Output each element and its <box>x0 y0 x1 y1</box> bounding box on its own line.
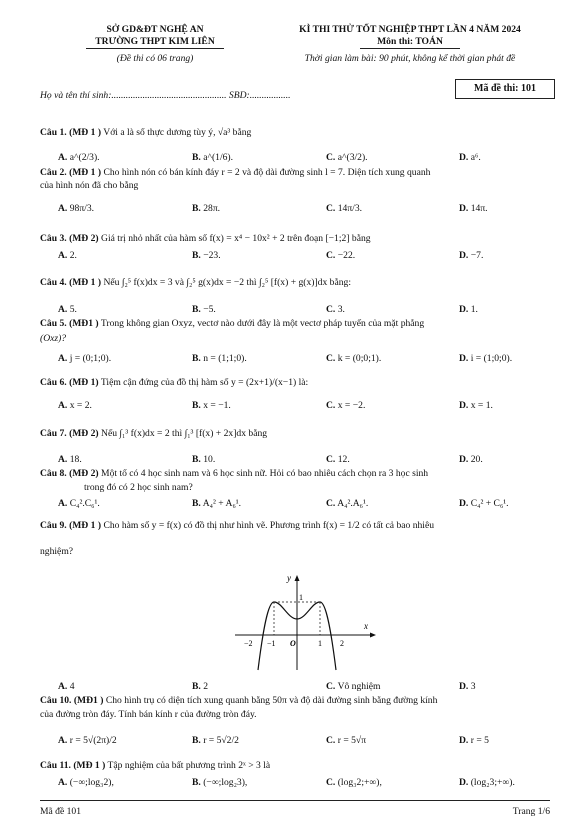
question-5: Câu 5. (MĐ1 ) Trong không gian Oxyz, vectơ nào dưới đây là một vectơ pháp tuyến của mặt phẳng <box>40 318 425 329</box>
question-text: Với a là số thực dương tùy ý, √a³ bằng <box>103 127 252 138</box>
page-count-note: (Đề thi có 06 trang) <box>116 53 194 64</box>
question-10-cont: của đường tròn đáy. Tính bán kính r của đường tròn đáy. <box>40 709 257 720</box>
q11-option-a[interactable]: A. (−∞;log₃2), <box>58 777 114 788</box>
q3-option-b[interactable]: B. −23. <box>192 250 221 261</box>
y-axis-arrow <box>295 575 300 581</box>
exam-code-box: Mã đề thi: 101 <box>455 79 555 99</box>
x-tick-minus-1: −1 <box>267 639 276 648</box>
q2-option-b[interactable]: B. 28π. <box>192 203 221 214</box>
q7-option-a[interactable]: A. 18. <box>58 454 82 465</box>
y-tick-1: 1 <box>299 593 303 602</box>
question-8: Câu 8. (MĐ 2) Một tổ có 4 học sinh nam và 6 học sinh nữ. Hỏi có bao nhiêu cách chọn ra 3 học sinh <box>40 468 429 479</box>
q5-option-d[interactable]: D. i = (1;0;0). <box>459 353 513 364</box>
question-11: Câu 11. (MĐ 1 ) Tập nghiệm của bất phương trình 2ˣ > 3 là <box>40 760 271 771</box>
question-9: Câu 9. (MĐ 1 ) Cho hàm số y = f(x) có đồ thị như hình vẽ. Phương trình f(x) = 1/2 có tất cả bao nhiêu <box>40 520 435 531</box>
department-name: SỞ GD&ĐT NGHỆ AN <box>106 24 204 35</box>
x-axis-label: x <box>364 621 368 631</box>
q4-option-d[interactable]: D. 1. <box>459 304 478 315</box>
question-1 <box>40 127 251 138</box>
q11-option-c[interactable]: C. (log₃2;+∞), <box>326 777 382 788</box>
function-graph <box>230 572 380 672</box>
q1-option-b[interactable]: B. a^(1/6). <box>192 152 234 163</box>
time-note: Thời gian làm bài: 90 phút, không kể thời gian phát đề <box>304 53 516 64</box>
q10-option-a[interactable]: A. r = 5√(2π)/2 <box>58 735 117 746</box>
q7-option-b[interactable]: B. 10. <box>192 454 216 465</box>
q11-option-d[interactable]: D. (log₂3;+∞). <box>459 777 515 788</box>
q10-option-d[interactable]: D. r = 5 <box>459 735 489 746</box>
q11-option-b[interactable]: B. (−∞;log₂3), <box>192 777 248 788</box>
subject-title: Môn thi: TOÁN <box>377 36 443 47</box>
x-axis-arrow <box>370 633 376 638</box>
x-tick-minus-2: −2 <box>244 639 253 648</box>
q5-option-c[interactable]: C. k = (0;0;1). <box>326 353 382 364</box>
q8-option-c[interactable]: C. A₄².A₆¹. <box>326 498 369 509</box>
school-name: TRƯỜNG THPT KIM LIÊN <box>95 36 215 47</box>
question-2-cont: của hình nón đã cho bằng <box>40 180 139 191</box>
q8-option-d[interactable]: D. C₄² + C₆¹. <box>459 498 509 509</box>
x-tick-1: 1 <box>318 639 322 648</box>
q1-option-a[interactable]: A. a^(2/3). <box>58 152 100 163</box>
q3-option-a[interactable]: A. 2. <box>58 250 77 261</box>
question-10: Câu 10. (MĐ1 ) Cho hình trụ có diện tích xung quanh bằng 50π và độ dài đường sinh bằng đường kính <box>40 695 438 706</box>
question-8-cont: trong đó có 2 học sinh nam? <box>84 482 193 493</box>
q9-option-d[interactable]: D. 3 <box>459 681 476 692</box>
q4-option-c[interactable]: C. 3. <box>326 304 345 315</box>
origin-label: O <box>290 639 296 648</box>
question-9-cont: nghiệm? <box>40 546 74 557</box>
q7-option-d[interactable]: D. 20. <box>459 454 483 465</box>
footer-exam-code: Mã đề 101 <box>40 806 82 817</box>
q4-option-b[interactable]: B. −5. <box>192 304 216 315</box>
header-underline-right <box>360 48 460 49</box>
q9-option-b[interactable]: B. 2 <box>192 681 209 692</box>
q9-option-a[interactable]: A. 4 <box>58 681 75 692</box>
q1-option-c[interactable]: C. a^(3/2). <box>326 152 368 163</box>
q7-option-c[interactable]: C. 12. <box>326 454 350 465</box>
q4-option-a[interactable]: A. 5. <box>58 304 77 315</box>
question-3: Câu 3. (MĐ 2) Giá trị nhỏ nhất của hàm số f(x) = x⁴ − 10x² + 2 trên đoạn [−1;2] bằng <box>40 233 371 244</box>
q2-option-c[interactable]: C. 14π/3. <box>326 203 363 214</box>
q8-option-b[interactable]: B. A₄² + A₆¹. <box>192 498 242 509</box>
q3-option-c[interactable]: C. −22. <box>326 250 356 261</box>
footer-rule <box>40 800 550 801</box>
q8-option-a[interactable]: A. C₄².C₆¹. <box>58 498 100 509</box>
q10-option-b[interactable]: B. r = 5√2/2 <box>192 735 239 746</box>
q9-option-c[interactable]: C. Vô nghiệm <box>326 681 381 692</box>
q6-option-a[interactable]: A. x = 2. <box>58 400 92 411</box>
q2-option-d[interactable]: D. 14π. <box>459 203 488 214</box>
question-5-cont: (Oxz)? <box>40 333 67 344</box>
question-7: Câu 7. (MĐ 2) Nếu ∫₁³ f(x)dx = 2 thì ∫₁³ [f(x) + 2x]dx bằng <box>40 428 268 439</box>
question-6: Câu 6. (MĐ 1) Tiệm cận đứng của đồ thị hàm số y = (2x+1)/(x−1) là: <box>40 377 309 388</box>
q6-option-b[interactable]: B. x = −1. <box>192 400 231 411</box>
q6-option-d[interactable]: D. x = 1. <box>459 400 493 411</box>
y-axis-label: y <box>287 573 291 583</box>
question-2: Câu 2. (MĐ 1 ) Cho hình nón có bán kính đáy r = 2 và độ dài đường sinh l = 7. Diện tích xung quanh <box>40 167 431 178</box>
x-tick-2: 2 <box>340 639 344 648</box>
exam-title: KÌ THI THỬ TỐT NGHIỆP THPT LẦN 4 NĂM 2024 <box>299 24 521 35</box>
q1-option-d[interactable]: D. a⁶. <box>459 152 481 163</box>
question-4: Câu 4. (MĐ 1 ) Nếu ∫₂⁵ f(x)dx = 3 và ∫₂⁵ g(x)dx = −2 thì ∫₂⁵ [f(x) + g(x)]dx bằng: <box>40 277 351 288</box>
q5-option-b[interactable]: B. n = (1;1;0). <box>192 353 247 364</box>
question-label: Câu 1. <box>40 127 67 138</box>
header-underline-left <box>86 48 224 49</box>
q10-option-c[interactable]: C. r = 5√π <box>326 735 367 746</box>
q5-option-a[interactable]: A. j = (0;1;0). <box>58 353 112 364</box>
student-info-line: Họ và tên thí sinh:................................................ SBD:................. <box>40 90 291 101</box>
q3-option-d[interactable]: D. −7. <box>459 250 484 261</box>
question-level: (MĐ 1 ) <box>69 127 102 138</box>
footer-page-number: Trang 1/6 <box>512 806 550 817</box>
q2-option-a[interactable]: A. 98π/3. <box>58 203 95 214</box>
q6-option-c[interactable]: C. x = −2. <box>326 400 366 411</box>
